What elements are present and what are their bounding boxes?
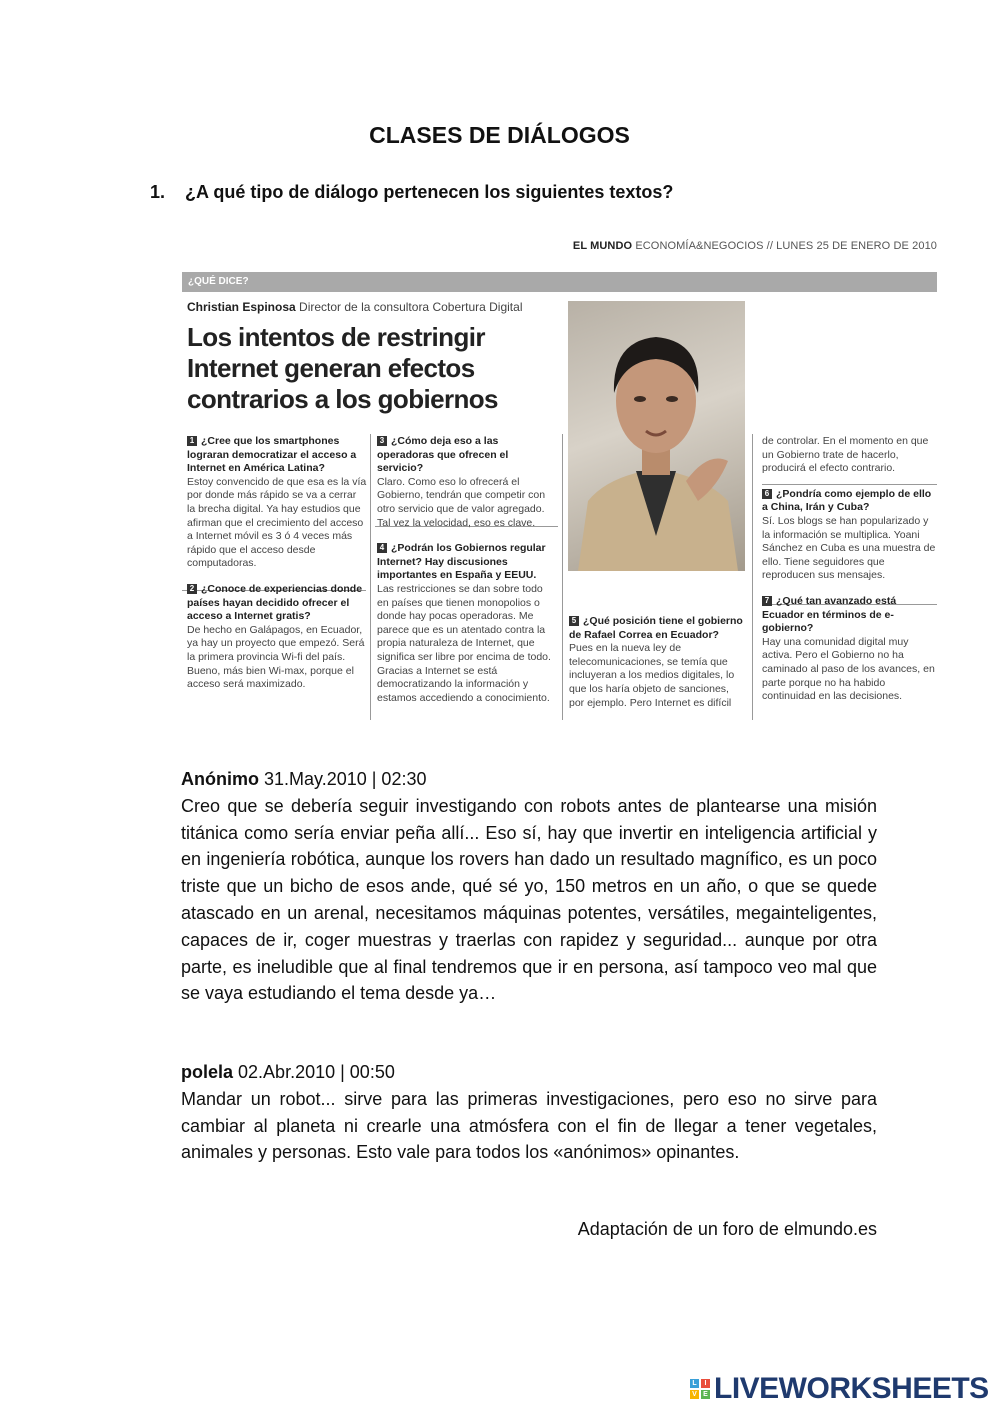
question-text: ¿A qué tipo de diálogo pertenecen los siguientes textos?	[185, 182, 674, 202]
byline-name: Christian Espinosa	[187, 300, 296, 314]
qa-item	[762, 488, 937, 583]
newspaper-date: ECONOMÍA&NEGOCIOS // LUNES 25 DE ENERO DE 2010	[635, 240, 937, 252]
logo-mark-tile: L	[690, 1379, 699, 1388]
qa-answer: Las restricciones se dan sobre todo en países que tienen monopolios o donde hay pocas operadoras. Me parece que es un atentado contra la propia naturaleza de Internet, que significa ser libre por encima de todo. Gracias a Internet se está democratizando la información y estamos accediendo a conocimiento.	[377, 582, 551, 704]
newspaper-header	[573, 240, 937, 252]
liveworksheets-logo	[690, 1372, 989, 1406]
section-bar: ¿QUÉ DICE?	[182, 272, 937, 292]
qa-answer: Pues en la nueva ley de telecomunicaciones, se temía que incluyeran a los medios digitales, lo que los haría objeto de sanciones, por ejemplo. Pero Internet es difícil	[569, 642, 735, 709]
qa-item	[569, 615, 747, 710]
comment-text: Mandar un robot... sirve para las primeras investigaciones, pero eso no sirve para cambiar al planeta ni crearle una atmósfera con el fin de llegar a tener vegetales, animales y personas. Esto vale para todos los «anónimos» opinantes.	[181, 1088, 877, 1163]
forum-comment	[181, 1059, 877, 1166]
source-note: Adaptación de un foro de elmundo.es	[577, 1219, 877, 1239]
column-divider	[752, 434, 753, 720]
question	[150, 182, 673, 203]
qa-question: 2 ¿Conoce de experiencias donde países hayan decidido ofrecer el acceso a Internet gratis?	[187, 582, 363, 623]
column-1	[187, 435, 367, 699]
comment-author: polela	[181, 1062, 234, 1082]
forum-comment	[181, 766, 877, 1007]
comment-date: 02.Abr.2010 | 00:50	[238, 1062, 395, 1082]
qa-item	[762, 595, 937, 704]
qa-item	[377, 435, 557, 530]
comment-date: 31.May.2010 | 02:30	[264, 769, 427, 789]
logo-text: LIVEWORKSHEETS	[714, 1372, 989, 1405]
qa-question: 6 ¿Pondría como ejemplo de ello a China, Irán y Cuba?	[762, 487, 932, 514]
comment-text: Creo que se debería seguir investigando con robots antes de plantearse una misión titánica como sería enviar peña allí... Eso sí, hay que invertir en inteligencia artificial y en ingeniería robótica, aunque los rovers han dado un resultado magnífico, es un poco triste que un bicho de esos ande, qué sé yo, 150 metros en un año, o que se quede atascado en un arenal, necesitamos máquinas potentes, versátiles, megainteligentes, capaces de ir, coger muestras y traerlas con rapidez y seguridad... aunque por otra parte, es ineludible que al final tendremos que ir en persona, así tampoco veo mal que se vaya estudiando el tema desde ya…	[181, 795, 877, 1004]
qa-item	[377, 542, 557, 705]
column-4	[762, 435, 937, 711]
qa-question: 4 ¿Podrán los Gobiernos regular Internet? Hay discusiones importantes en España y EEUU.	[377, 542, 546, 582]
qa-item	[187, 583, 367, 692]
article-headline: Los intentos de restringir Internet generan efectos contrarios a los gobiernos	[187, 322, 498, 414]
newspaper-brand: EL MUNDO	[572, 240, 633, 252]
column-divider	[370, 434, 371, 720]
logo-mark-tile: V	[690, 1390, 699, 1399]
question-number: 1.	[150, 182, 166, 202]
portrait-photo	[568, 301, 745, 571]
column-3	[569, 615, 747, 717]
logo-mark-icon	[690, 1379, 710, 1399]
logo-mark-tile: I	[701, 1379, 710, 1388]
qa-question: 3 ¿Cómo deja eso a las operadoras que ofrecen el servicio?	[377, 435, 509, 475]
byline-role: Director de la consultora Cobertura Digital	[299, 300, 523, 314]
qa-answer: Claro. Como eso lo ofrecerá el Gobierno, tendrán que competir con otro servicio que de valor agregado. Tal vez la velocidad, eso es clave.	[377, 475, 546, 529]
byline	[187, 300, 522, 314]
column-divider	[562, 434, 563, 720]
portrait-illustration	[568, 301, 745, 571]
logo-mark-tile: E	[701, 1390, 710, 1399]
qa-item	[187, 435, 367, 571]
qa-answer: Sí. Los blogs se han popularizado y la información se multiplica. Yoani Sánchez en Cuba es una muestra de ello. Tiene seguidores que reproducen sus mensajes.	[762, 514, 936, 582]
comment-header	[181, 1059, 877, 1086]
column-2	[377, 435, 557, 712]
qa-answer: Estoy convencido de que esa es la vía por donde más rápido se va a cerrar la brecha digital. Ya hay estudios que afirman que el crecimiento del acceso a Internet móvil es 3 ó 4 veces más rápido que el acceso desde computadoras.	[187, 475, 367, 570]
qa-question: 1 ¿Cree que los smartphones lograran democratizar el acceso a Internet en América Latina?	[187, 435, 357, 475]
page-title: CLASES DE DIÁLOGOS	[369, 122, 630, 148]
newspaper-clipping	[182, 238, 937, 722]
qa-answer: De hecho en Galápagos, en Ecuador, ya hay un proyecto que empezó. Será la primera provincia Wi-fi del país. Bueno, más bien Wi-max, porque el acceso será maximizado.	[187, 623, 365, 691]
qa-question: 7 ¿Qué tan avanzado está Ecuador en términos de e-gobierno?	[762, 594, 897, 635]
qa-continuation: de controlar. En el momento en que un Gobierno trate de hacerlo, producirá el efecto contrario.	[762, 435, 929, 475]
qa-answer: Hay una comunidad digital muy activa. Pero el Gobierno no ha caminado al paso de los avances, en parte porque no ha habido continuidad en las decisiones.	[762, 635, 935, 703]
qa-question: 5 ¿Qué posición tiene el gobierno de Rafael Correa en Ecuador?	[569, 615, 743, 641]
comment-header	[181, 766, 877, 793]
comment-author: Anónimo	[181, 769, 259, 789]
